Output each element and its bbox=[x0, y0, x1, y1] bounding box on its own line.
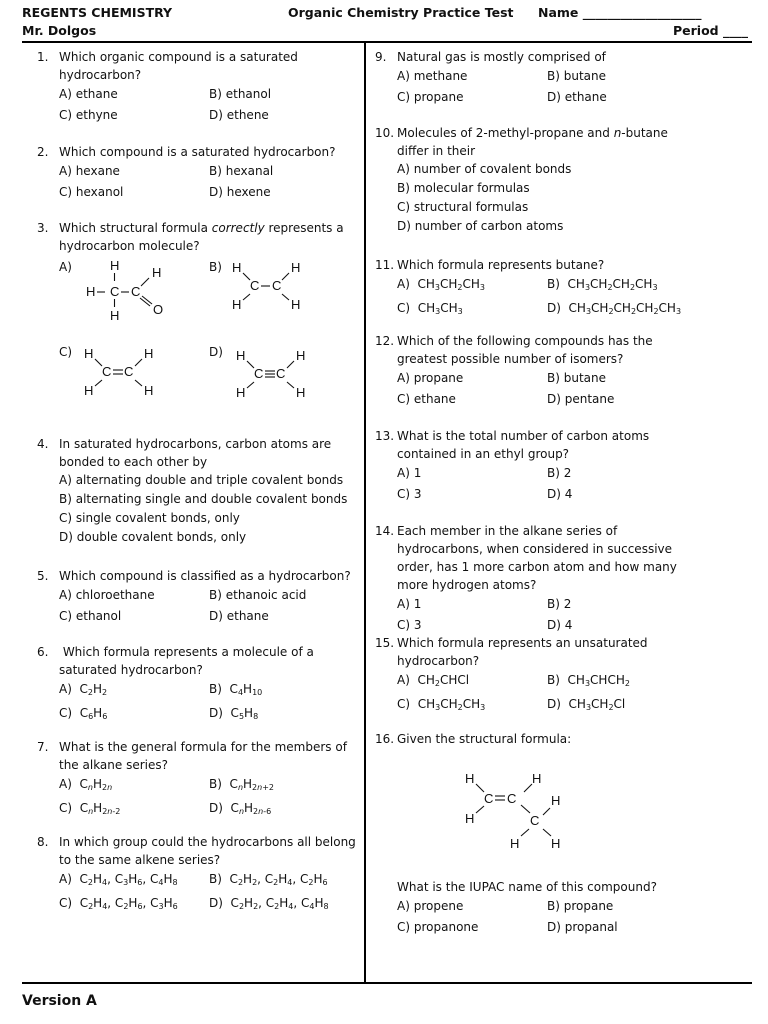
question-8: 8. In which group could the hydrocarbons all belong to the same alkene series? A) $C_2H_4$, $C_3H_6$, $C_4H_8$ B) $C_2H_2$, $C_2H_4$, $C_2H_6$ C) $C_2H_4$, $C_2H_6$, $C_3H_6$ D) $C_2H_2$, $C_2H_4$, $C_4H_8$ bbox=[37, 833, 362, 917]
period-field[interactable]: Period ____ bbox=[673, 23, 748, 38]
svg-text:H: H bbox=[551, 836, 561, 851]
option-c[interactable]: C) propane bbox=[397, 90, 464, 104]
option-d[interactable]: D) ethane bbox=[209, 609, 269, 623]
option-c[interactable]: C) hexanol bbox=[59, 185, 124, 199]
svg-text:H: H bbox=[291, 297, 301, 312]
structure-16 bbox=[455, 765, 575, 855]
option-c[interactable]: C) ethyne bbox=[59, 108, 118, 122]
question-11: 11. Which formula represents butane? A) $CH_3CH_2CH_3$ B) $CH_3CH_2CH_2CH_3$ C) $CH_3CH_3$ D) $CH_3CH_2CH_2CH_2CH_3$ bbox=[375, 256, 715, 322]
option-b[interactable]: B) bbox=[209, 260, 222, 274]
svg-text:H: H bbox=[236, 385, 246, 400]
svg-text:C: C bbox=[530, 813, 540, 828]
option-b[interactable]: B) ethanoic acid bbox=[209, 588, 307, 602]
question-3: 3. Which structural formula correctly represents a hydrocarbon molecule? bbox=[37, 221, 344, 253]
question-7: 7. What is the general formula for the members of the alkane series? A) $C_nH_{2n}$ B) $C_nH_{2n+2}$ C) $C_nH_{2n-2}$ D) $C_nH_{2n-6}$ bbox=[37, 738, 367, 822]
option-d[interactable]: D) $C_5H_8$ bbox=[209, 706, 259, 721]
option-d[interactable]: D) pentane bbox=[547, 392, 615, 406]
option-d[interactable]: D) $CH_3CH_2CH_2CH_2CH_3$ bbox=[547, 301, 682, 316]
option-b[interactable]: B) butane bbox=[547, 69, 606, 83]
question-13: 13. What is the total number of carbon atoms contained in an ethyl group? A) 1 B) 2 C) 3 D) 4 bbox=[375, 427, 700, 505]
option-d[interactable]: D) $C_nH_{2n-6}$ bbox=[209, 801, 272, 816]
question-10: 10. Molecules of 2-methyl-propane and n-butane differ in their A) number of covalent bonds B) molecular formulas C) structural formulas D) number of carbon atoms bbox=[375, 124, 700, 236]
question-15: 15. Which formula represents an unsaturated hydrocarbon? A) $CH_2CHCl$ B) $CH_3CHCH_2$ C) $CH_3CH_2CH_3$ D) $CH_3CH_2Cl$ bbox=[375, 634, 705, 718]
option-d[interactable]: D) 4 bbox=[547, 487, 573, 501]
svg-text:H: H bbox=[510, 836, 520, 851]
svg-text:H: H bbox=[232, 260, 242, 275]
question-5: 5. Which compound is classified as a hydrocarbon? A) chloroethane B) ethanoic acid C) ethanol D) ethane bbox=[37, 567, 367, 627]
option-d[interactable]: D) ethene bbox=[209, 108, 269, 122]
structure-3a bbox=[80, 256, 180, 326]
svg-text:C: C bbox=[484, 791, 494, 806]
svg-text:H: H bbox=[551, 793, 561, 808]
option-b[interactable]: B) propane bbox=[547, 899, 614, 913]
svg-text:H: H bbox=[144, 346, 154, 361]
svg-text:H: H bbox=[84, 346, 94, 361]
option-d[interactable]: D) ethane bbox=[547, 90, 607, 104]
option-b[interactable]: B) $CH_3CHCH_2$ bbox=[547, 673, 630, 688]
option-a[interactable]: A) $C_nH_{2n}$ bbox=[59, 777, 113, 792]
svg-text:C: C bbox=[276, 366, 286, 381]
option-c[interactable]: C) 3 bbox=[397, 487, 422, 501]
option-c[interactable]: C) $CH_3CH_2CH_3$ bbox=[397, 697, 486, 712]
option-d[interactable]: D) $C_2H_2$, $C_2H_4$, $C_4H_8$ bbox=[209, 896, 329, 911]
option-a[interactable]: A) alternating double and triple covalent bonds bbox=[59, 473, 344, 487]
svg-text:H: H bbox=[86, 284, 96, 299]
svg-text:H: H bbox=[236, 348, 246, 363]
option-b[interactable]: B) $C_2H_2$, $C_2H_4$, $C_2H_6$ bbox=[209, 872, 328, 887]
question-14: 14. Each member in the alkane series of hydrocarbons, when considered in successive order, has 1 more carbon atom and how many more hydrogen atoms? A) 1 B) 2 C) 3 D) 4 bbox=[375, 522, 700, 636]
option-b[interactable]: B) $C_4H_{10}$ bbox=[209, 682, 263, 697]
option-d[interactable]: D) double covalent bonds, only bbox=[59, 530, 247, 544]
svg-text:C: C bbox=[102, 364, 112, 379]
option-b[interactable]: B) molecular formulas bbox=[397, 181, 530, 195]
option-d[interactable]: D) hexene bbox=[209, 185, 271, 199]
option-a[interactable]: A) propene bbox=[397, 899, 464, 913]
question-6: 6. Which formula represents a molecule of a saturated hydrocarbon? A) $C_2H_2$ B) $C_4H_{10}$ C) $C_6H_6$ D) $C_5H_8$ bbox=[37, 643, 367, 727]
option-c[interactable]: C) $C_nH_{2n-2}$ bbox=[59, 801, 121, 816]
teacher-name: Mr. Dolgos bbox=[22, 23, 97, 38]
option-b[interactable]: B) 2 bbox=[547, 597, 572, 611]
option-a[interactable]: A) $C_2H_2$ bbox=[59, 682, 108, 697]
question-16: 16. Given the structural formula: bbox=[375, 732, 572, 746]
version-label: Version A bbox=[22, 993, 97, 1009]
svg-text:C: C bbox=[250, 278, 260, 293]
option-a[interactable]: A) methane bbox=[397, 69, 468, 83]
option-a[interactable]: A) bbox=[59, 260, 72, 274]
test-title: Organic Chemistry Practice Test bbox=[288, 5, 514, 20]
option-a[interactable]: A) $CH_3CH_2CH_3$ bbox=[397, 277, 486, 292]
structure-3b bbox=[228, 256, 318, 316]
option-c[interactable]: C) ethanol bbox=[59, 609, 122, 623]
option-c[interactable]: C) propanone bbox=[397, 920, 479, 934]
svg-text:H: H bbox=[144, 383, 154, 398]
question-2: 2. Which compound is a saturated hydrocarbon? A) hexane B) hexanal C) hexanol D) hexene bbox=[37, 143, 367, 203]
option-c[interactable]: C) $C_2H_4$, $C_2H_6$, $C_3H_6$ bbox=[59, 896, 178, 911]
option-b[interactable]: B) butane bbox=[547, 371, 606, 385]
svg-text:H: H bbox=[110, 308, 120, 323]
svg-text:H: H bbox=[532, 771, 542, 786]
option-d[interactable]: D) propanal bbox=[547, 920, 618, 934]
option-b[interactable]: B) hexanal bbox=[209, 164, 274, 178]
svg-text:H: H bbox=[110, 258, 120, 273]
option-d[interactable]: D) number of carbon atoms bbox=[397, 219, 564, 233]
structure-3d bbox=[230, 344, 320, 404]
question-4: 4. In saturated hydrocarbons, carbon atoms are bonded to each other by A) alternating double and triple covalent bonds B) alternating single and double covalent bonds C) single covalent bonds, only D) double covalent bonds, only bbox=[37, 435, 367, 547]
option-a[interactable]: A) propane bbox=[397, 371, 464, 385]
option-c[interactable]: C) $C_6H_6$ bbox=[59, 706, 108, 721]
svg-text:H: H bbox=[84, 383, 94, 398]
option-a[interactable]: A) number of covalent bonds bbox=[397, 162, 572, 176]
option-d[interactable]: D) bbox=[209, 345, 223, 359]
question-16-prompt: What is the IUPAC name of this compound? A) propene B) propane C) propanone D) propanal bbox=[375, 878, 700, 938]
option-a[interactable]: A) $CH_2CHCl$ bbox=[397, 673, 470, 688]
svg-text:C: C bbox=[110, 284, 120, 299]
svg-text:H: H bbox=[465, 771, 475, 786]
svg-text:H: H bbox=[232, 297, 242, 312]
svg-text:O: O bbox=[153, 302, 164, 317]
option-c[interactable]: C) ethane bbox=[397, 392, 456, 406]
footer-rule bbox=[22, 982, 752, 984]
option-a[interactable]: A) ethane bbox=[59, 87, 118, 101]
option-b[interactable]: B) ethanol bbox=[209, 87, 272, 101]
option-c[interactable]: C) 3 bbox=[397, 618, 422, 632]
option-a[interactable]: A) 1 bbox=[397, 597, 422, 611]
question-12: 12. Which of the following compounds has the greatest possible number of isomers? A) propane B) butane C) ethane D) pentane bbox=[375, 332, 700, 410]
option-b[interactable]: B) alternating single and double covalent bonds bbox=[59, 492, 348, 506]
option-b[interactable]: B) $C_nH_{2n+2}$ bbox=[209, 777, 275, 792]
svg-text:C: C bbox=[124, 364, 134, 379]
option-a[interactable]: A) $C_2H_4$, $C_3H_6$, $C_4H_8$ bbox=[59, 872, 178, 887]
svg-text:C: C bbox=[254, 366, 264, 381]
svg-text:C: C bbox=[507, 791, 517, 806]
structure-3c bbox=[78, 342, 168, 402]
option-a[interactable]: A) hexane bbox=[59, 164, 120, 178]
svg-text:C: C bbox=[272, 278, 282, 293]
option-a[interactable]: A) 1 bbox=[397, 466, 422, 480]
option-d[interactable]: D) $CH_3CH_2Cl$ bbox=[547, 697, 626, 712]
svg-text:H: H bbox=[296, 348, 306, 363]
question-9: 9. Natural gas is mostly comprised of A) methane B) butane C) propane D) ethane bbox=[375, 48, 705, 108]
option-d[interactable]: D) 4 bbox=[547, 618, 573, 632]
name-field[interactable]: Name ___________________ bbox=[538, 5, 702, 20]
svg-text:H: H bbox=[296, 385, 306, 400]
option-b[interactable]: B) 2 bbox=[547, 466, 572, 480]
option-b[interactable]: B) $CH_3CH_2CH_2CH_3$ bbox=[547, 277, 658, 292]
svg-text:H: H bbox=[465, 811, 475, 826]
header-rule bbox=[22, 41, 752, 43]
option-c[interactable]: C) single covalent bonds, only bbox=[59, 511, 240, 525]
option-c[interactable]: C) bbox=[59, 345, 73, 359]
option-c[interactable]: C) $CH_3CH_3$ bbox=[397, 301, 463, 316]
svg-text:H: H bbox=[152, 265, 162, 280]
option-c[interactable]: C) structural formulas bbox=[397, 200, 529, 214]
course-title: REGENTS CHEMISTRY bbox=[22, 5, 173, 20]
option-a[interactable]: A) chloroethane bbox=[59, 588, 155, 602]
svg-text:H: H bbox=[291, 260, 301, 275]
svg-text:C: C bbox=[131, 284, 141, 299]
question-1: 1. Which organic compound is a saturated hydrocarbon? A) ethane B) ethanol C) ethyne D) ethene bbox=[37, 48, 367, 126]
